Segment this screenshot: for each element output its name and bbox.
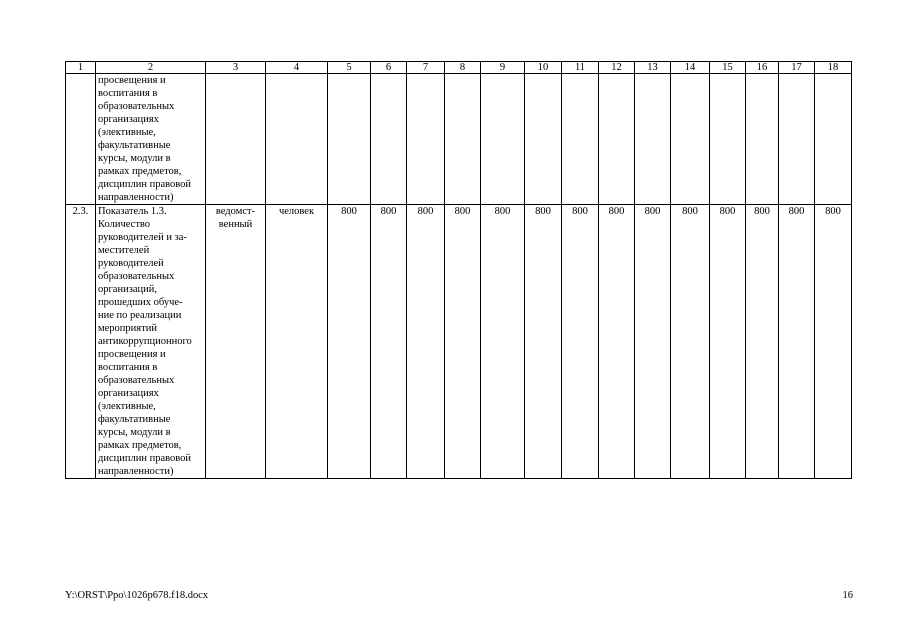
column-header-9: 9 bbox=[481, 62, 525, 74]
value-cell: 800 bbox=[371, 205, 407, 479]
value-cell: 800 bbox=[710, 205, 746, 479]
value-cell: 800 bbox=[481, 205, 525, 479]
value-cell: 800 bbox=[671, 205, 710, 479]
value-cell: 800 bbox=[746, 205, 779, 479]
indicator-name bbox=[96, 205, 206, 479]
value-cell: 800 bbox=[562, 205, 599, 479]
indicator-name-line: дисциплин правовой bbox=[98, 179, 192, 190]
column-header-18: 18 bbox=[815, 62, 852, 74]
value-cell: 800 bbox=[779, 205, 815, 479]
indicator-name-line: направленности) bbox=[98, 466, 174, 477]
column-header-10: 10 bbox=[525, 62, 562, 74]
indicator-name-line: Показатель 1.3. bbox=[98, 206, 167, 217]
data-source-line: венный bbox=[218, 219, 253, 230]
column-header-14: 14 bbox=[671, 62, 710, 74]
indicator-name-line: (элективные, bbox=[98, 401, 156, 412]
indicator-name-line: прошедших обуче- bbox=[98, 297, 183, 308]
indicator-name-line: факультативные bbox=[98, 140, 171, 151]
column-header-13: 13 bbox=[635, 62, 671, 74]
column-header-5: 5 bbox=[328, 62, 371, 74]
value-cell: 800 bbox=[815, 205, 852, 479]
value-cell bbox=[407, 74, 445, 205]
footer-file-path: Y:\ORST\Ppo\1026p678.f18.docx bbox=[65, 590, 209, 601]
value-cell bbox=[815, 74, 852, 205]
footer-page-number: 16 bbox=[842, 590, 853, 601]
column-header-15: 15 bbox=[710, 62, 746, 74]
value-cell bbox=[599, 74, 635, 205]
unit-of-measure bbox=[266, 74, 328, 205]
value-cell: 800 bbox=[635, 205, 671, 479]
indicator-name-line: местителей bbox=[98, 245, 150, 256]
unit-of-measure: человек bbox=[266, 205, 328, 479]
column-header-7: 7 bbox=[407, 62, 445, 74]
column-header-8: 8 bbox=[445, 62, 481, 74]
table-body bbox=[66, 74, 852, 479]
column-header-6: 6 bbox=[371, 62, 407, 74]
indicator-name-line: Количество bbox=[98, 219, 151, 230]
value-cell bbox=[635, 74, 671, 205]
value-cell bbox=[562, 74, 599, 205]
indicator-name-line: антикоррупционного bbox=[98, 336, 192, 347]
indicator-name-line: воспитания в bbox=[98, 362, 158, 373]
column-header-17: 17 bbox=[779, 62, 815, 74]
row-number bbox=[66, 74, 96, 205]
indicator-name-line: воспитания в bbox=[98, 88, 158, 99]
column-header-1: 1 bbox=[66, 62, 96, 74]
indicator-name-line: образовательных bbox=[98, 271, 175, 282]
value-cell bbox=[328, 74, 371, 205]
value-cell: 800 bbox=[525, 205, 562, 479]
indicator-name-line: просвещения и bbox=[98, 75, 166, 86]
row-number: 2.3. bbox=[66, 205, 96, 479]
data-source bbox=[206, 74, 266, 205]
indicator-name-line: руководителей и за- bbox=[98, 232, 187, 243]
value-cell bbox=[371, 74, 407, 205]
value-cell bbox=[671, 74, 710, 205]
table-row bbox=[66, 205, 852, 479]
value-cell bbox=[779, 74, 815, 205]
indicator-name-line: факультативные bbox=[98, 414, 171, 425]
value-cell bbox=[445, 74, 481, 205]
indicator-name bbox=[96, 74, 206, 205]
value-cell bbox=[525, 74, 562, 205]
indicator-name-line: дисциплин правовой bbox=[98, 453, 192, 464]
indicator-name-line: мероприятий bbox=[98, 323, 157, 334]
indicator-name-line: образовательных bbox=[98, 375, 175, 386]
indicator-name-line: руководителей bbox=[98, 258, 164, 269]
header-row bbox=[66, 62, 852, 74]
indicator-table bbox=[65, 61, 852, 479]
indicator-name-line: курсы, модули в bbox=[98, 427, 171, 438]
value-cell: 800 bbox=[599, 205, 635, 479]
table-row bbox=[66, 74, 852, 205]
column-header-4: 4 bbox=[266, 62, 328, 74]
value-cell bbox=[710, 74, 746, 205]
column-header-12: 12 bbox=[599, 62, 635, 74]
data-source bbox=[206, 205, 266, 479]
data-source-line: ведомст- bbox=[215, 206, 256, 217]
column-header-11: 11 bbox=[562, 62, 599, 74]
value-cell: 800 bbox=[445, 205, 481, 479]
indicator-name-line: образовательных bbox=[98, 101, 175, 112]
column-header-3: 3 bbox=[206, 62, 266, 74]
indicator-name-line: направленности) bbox=[98, 192, 174, 203]
value-cell bbox=[481, 74, 525, 205]
indicator-name-line: организациях bbox=[98, 388, 159, 399]
indicator-name-line: (элективные, bbox=[98, 127, 156, 138]
indicator-name-line: рамках предметов, bbox=[98, 440, 182, 451]
indicator-name-line: рамках предметов, bbox=[98, 166, 182, 177]
indicator-name-line: курсы, модули в bbox=[98, 153, 171, 164]
column-header-16: 16 bbox=[746, 62, 779, 74]
indicator-name-line: ние по реализации bbox=[98, 310, 182, 321]
indicator-name-line: организациях bbox=[98, 114, 159, 125]
column-header-2: 2 bbox=[96, 62, 206, 74]
value-cell: 800 bbox=[407, 205, 445, 479]
indicator-name-line: просвещения и bbox=[98, 349, 166, 360]
value-cell bbox=[746, 74, 779, 205]
value-cell: 800 bbox=[328, 205, 371, 479]
indicator-name-line: организаций, bbox=[98, 284, 157, 295]
